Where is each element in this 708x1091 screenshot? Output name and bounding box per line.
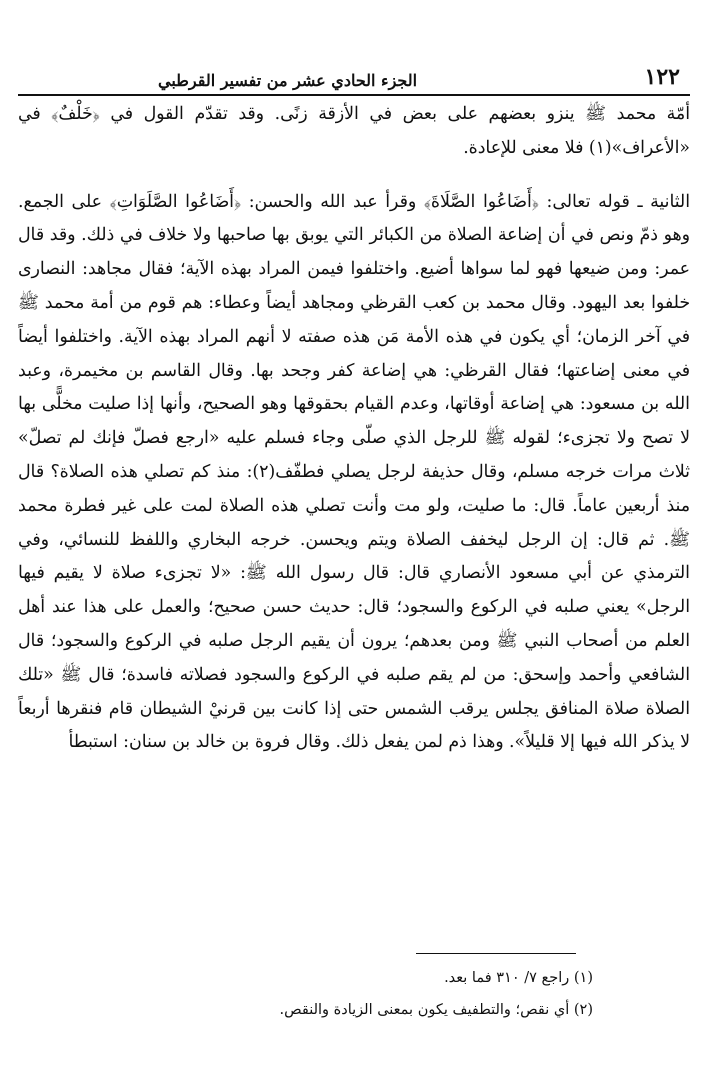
paragraph-intro: أمّة محمد ﷺ ينزو بعضهم على بعض في الأزقة زنًى. وقد تقدّم القول في ﴿خَلْفٌ﴾ في «الأعراف»(١) فلا معنى للإعادة. [18,104,690,158]
footnote-divider [416,953,576,954]
footnotes [18,962,593,1026]
running-title: الجزء الحادي عشر من تفسير القرطبي [158,71,418,90]
page-number: ١٢٢ [644,64,680,90]
page-header [18,52,690,96]
footnote-1: (١) راجع ٧/ ٣١٠ فما بعد. [444,970,593,986]
paragraph-second-issue: الثانية ـ قوله تعالى: ﴿أَضَاعُوا الصَّلَاةَ﴾ وقرأ عبد الله والحسن: ﴿أَضَاعُوا الصَّلَوَاتِ﴾ على الجمع. وهو ذمّ ونص في أن إضاعة الصلاة من الكبائر التي يوبق بها صاحبها ولا خلاف في ذلك. وقد قال عمر: ومن ضيعها فهو لما سواها أضيع. واختلفوا فيمن المراد بهذه الآية؛ فقال مجاهد: النصارى خلفوا بعد اليهود. وقال محمد بن كعب القرظي ومجاهد أيضاً وعطاء: هم قوم من أمة محمد ﷺ في آخر الزمان؛ أي يكون في هذه الأمة مَن هذه صفته لا أنهم المراد بهذه الآية. واختلفوا أيضاً في معنى إضاعتها؛ فقال القرظي: هي إضاعة كفر وجحد بها. وقال القاسم بن مخيمرة، وعبد الله بن مسعود: هي إضاعة أوقاتها، وعدم القيام بحقوقها وهو الصحيح، وأنها إذا صليت مخلًّى بها لا تصح ولا تجزىء؛ لقوله ﷺ للرجل الذي صلّى وجاء فسلم عليه «ارجع فصلّ فإنك لم تصلّ» ثلاث مرات خرجه مسلم، وقال حذيفة لرجل يصلي فطفّف(٢): منذ كم تصلي هذه الصلاة؟ قال منذ أربعين عاماً. قال: ما صليت، ولو مت وأنت تصلي هذه الصلاة لمت على غير فطرة محمد ﷺ. ثم قال: إن الرجل ليخفف الصلاة ويتم ويحسن. خرجه البخاري واللفظ للنسائي، وفي الترمذي عن أبي مسعود الأنصاري قال: قال رسول الله ﷺ: «لا تجزىء صلاة لا يقيم فيها الرجل» يعني صلبه في الركوع والسجود؛ قال: حديث حسن صحيح؛ والعمل على هذا عند أهل العلم من أصحاب النبي ﷺ ومن بعدهم؛ يرون أن يقيم الرجل صلبه في الركوع والسجود؛ قال الشافعي وأحمد وإسحق: من لم يقم صلبه في الركوع والسجود فصلاته فاسدة؛ قال ﷺ «تلك الصلاة صلاة المنافق يجلس يرقب الشمس حتى إذا كانت بين قرنيْ الشيطان قام فنقرها أربعاً لا يذكر الله فيها إلا قليلاً». وهذا ذم لمن يفعل ذلك. وقال فروة بن خالد بن سنان: استبطأ [18,191,690,753]
body-text [18,98,690,760]
footnote-2: (٢) أي نقص؛ والتطفيف يكون بمعنى الزيادة والنقص. [279,1002,593,1018]
